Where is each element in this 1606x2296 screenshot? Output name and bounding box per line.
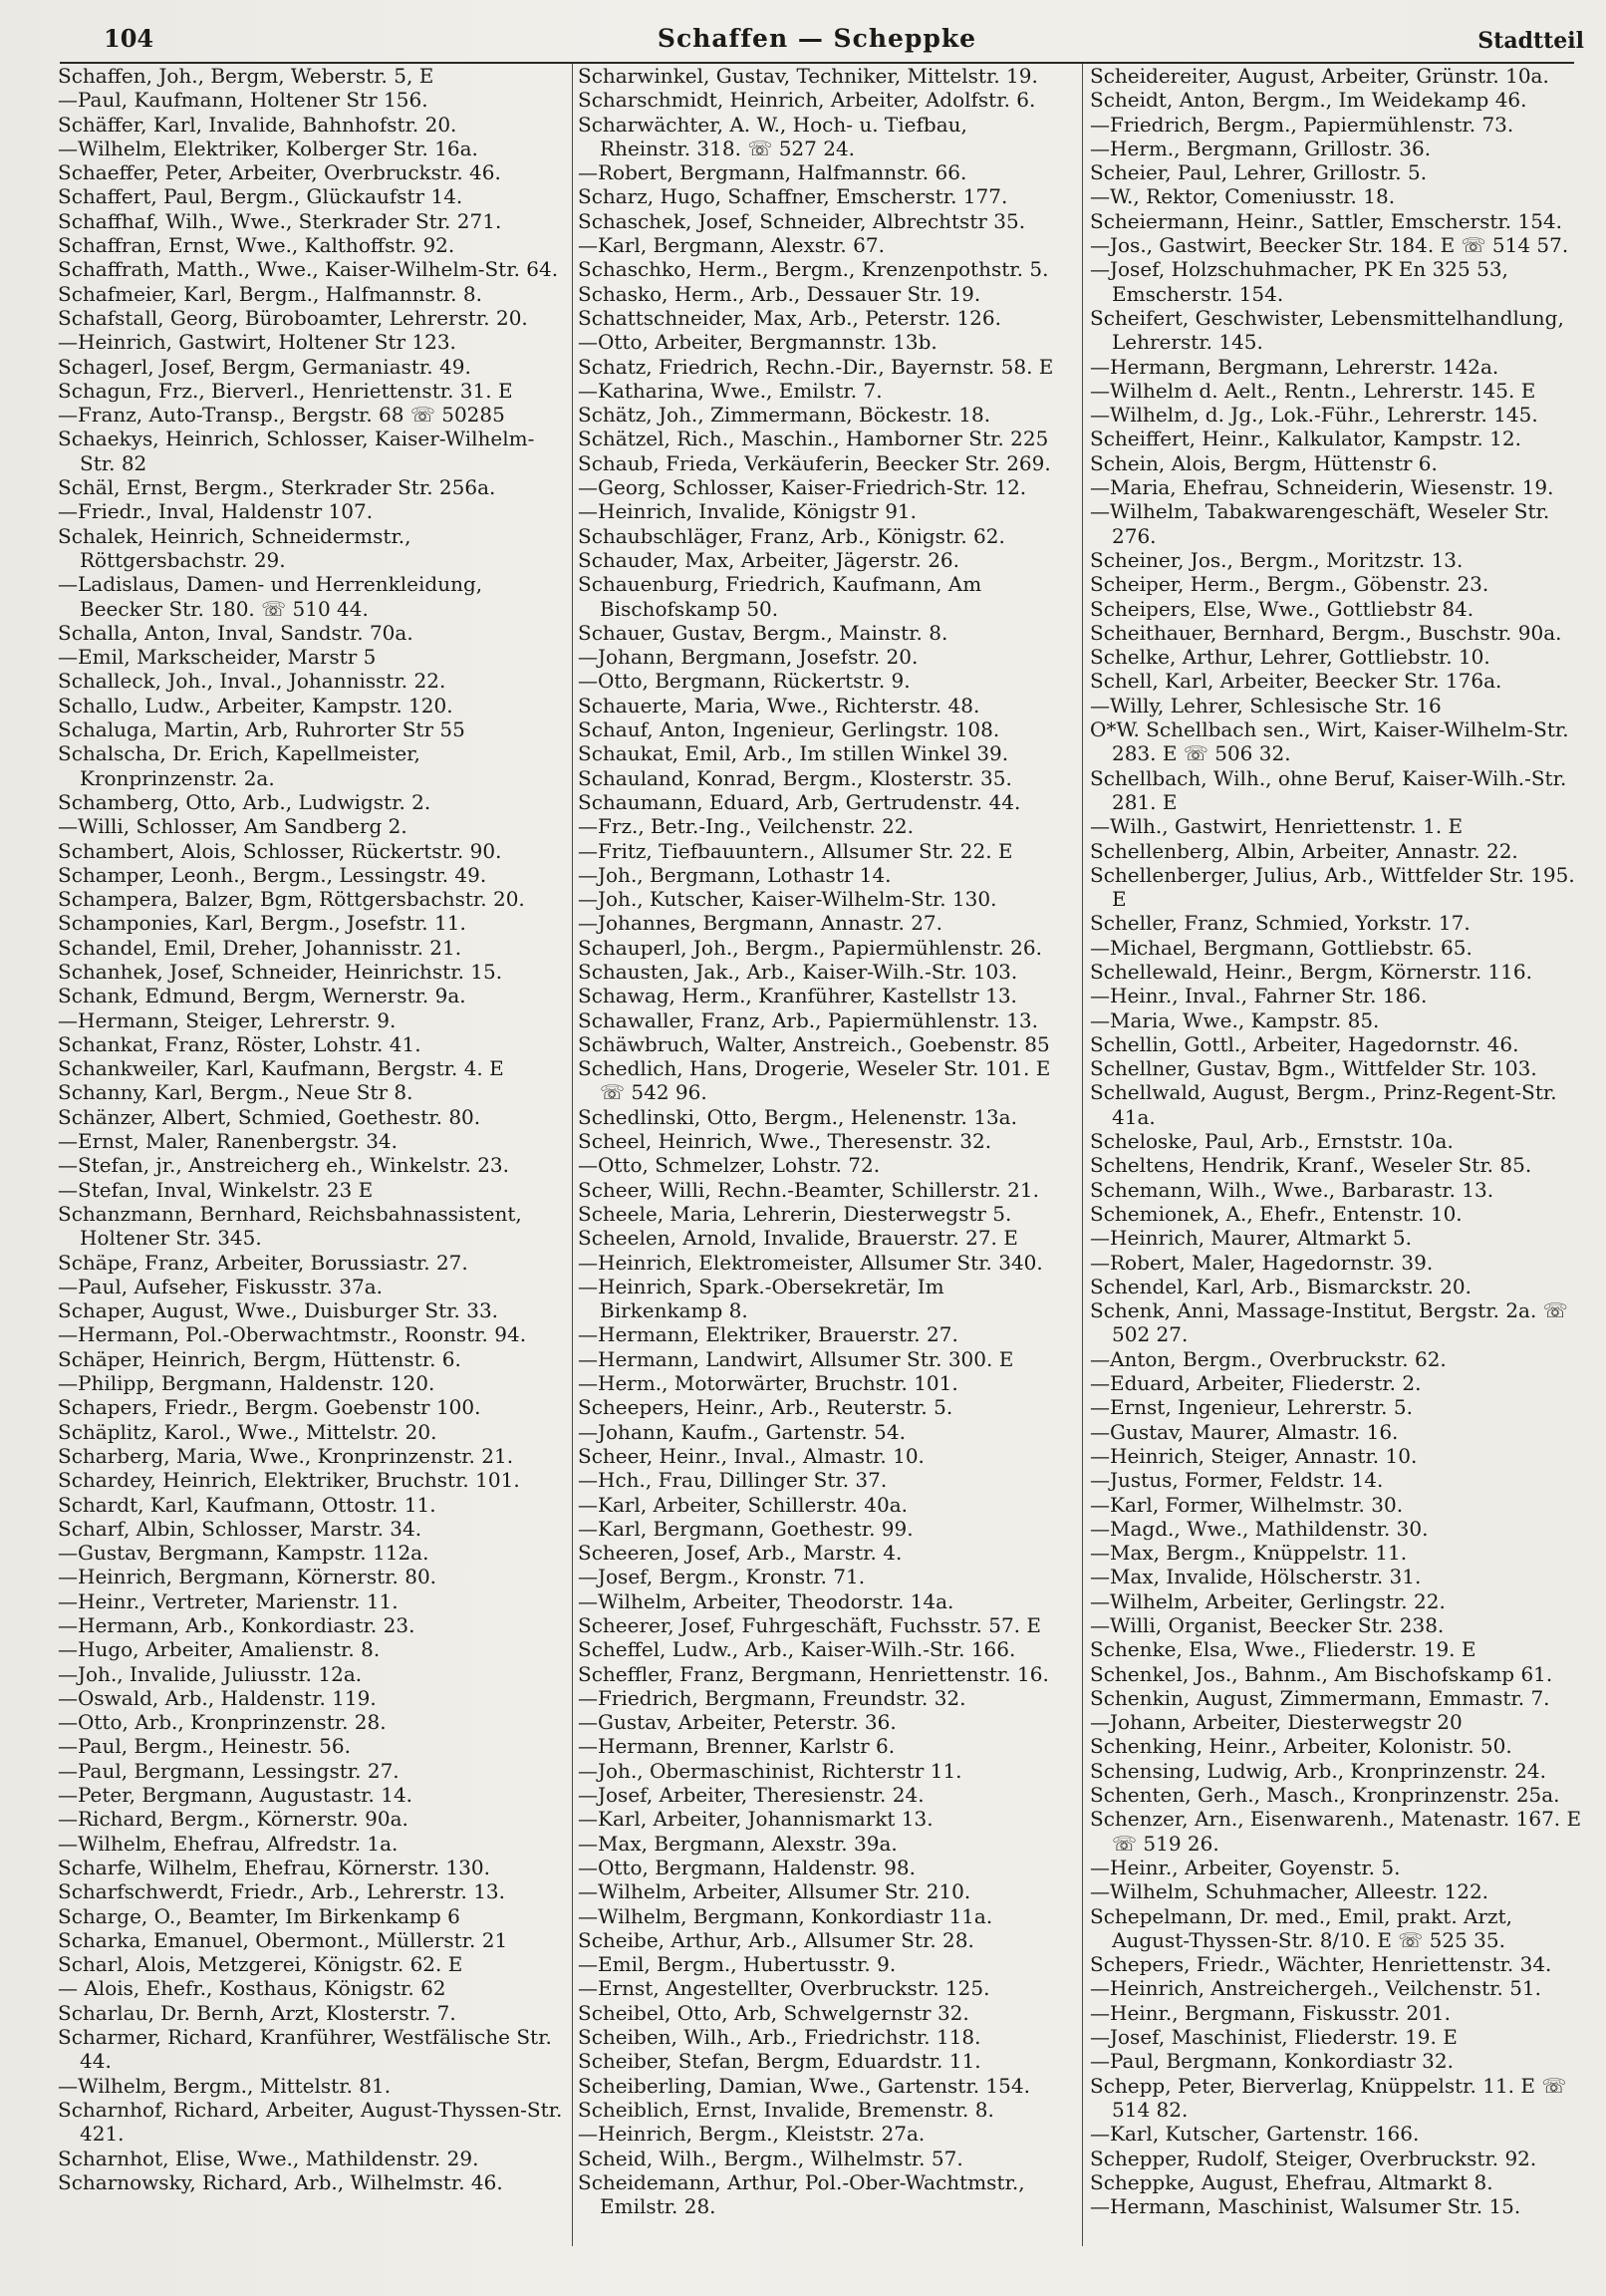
- directory-entry: —Joh., Kutscher, Kaiser-Wilhelm-Str. 130.: [578, 887, 997, 912]
- directory-entry: —Herm., Bergmann, Grillostr. 36.: [1090, 136, 1432, 160]
- directory-entry: Scheffel, Ludw., Arb., Kaiser-Wilh.-Str. 166.: [578, 1637, 1016, 1662]
- column-1: [58, 64, 566, 2276]
- directory-entry: Schäper, Heinrich, Bergm, Hüttenstr. 6.: [58, 1346, 461, 1371]
- directory-entry: —Herm., Motorwärter, Bruchstr. 101.: [578, 1371, 958, 1396]
- directory-entry: Schauenburg, Friedrich, Kaufmann, Am Bischofskamp 50.: [578, 572, 982, 621]
- directory-entry: —Wilhelm, Ehefrau, Alfredstr. 1a.: [58, 1831, 399, 1856]
- column-divider: [572, 64, 573, 2246]
- directory-entry: Schelke, Arthur, Lehrer, Gottliebstr. 10.: [1090, 645, 1490, 670]
- directory-entry: —Hermann, Landwirt, Allsumer Str. 300. E: [578, 1346, 1014, 1371]
- directory-entry: —Peter, Bergmann, Augustastr. 14.: [58, 1783, 413, 1808]
- directory-entry: —Josef, Arbeiter, Theresienstr. 24.: [578, 1783, 925, 1808]
- directory-entry: Schaper, August, Wwe., Duisburger Str. 33.: [58, 1298, 499, 1323]
- directory-entry: —Friedrich, Bergmann, Freundstr. 32.: [578, 1685, 966, 1710]
- directory-entry: Schedlinski, Otto, Bergm., Helenenstr. 13a.: [578, 1104, 1017, 1129]
- directory-entry: Schemann, Wilh., Wwe., Barbarastr. 13.: [1090, 1177, 1494, 1202]
- directory-entry: —Heinr., Vertreter, Marienstr. 11.: [58, 1588, 399, 1613]
- column-2: [578, 64, 1064, 2276]
- directory-entry: Schellewald, Heinr., Bergm, Körnerstr. 116.: [1090, 959, 1532, 984]
- directory-entry: —Oswald, Arb., Haldenstr. 119.: [58, 1685, 377, 1710]
- directory-entry: Schaschko, Herm., Bergm., Krenzenpothstr. 5.: [578, 257, 1049, 282]
- directory-entry: —Fritz, Tiefbauuntern., Allsumer Str. 22. E: [578, 838, 1013, 863]
- directory-entry: —Heinrich, Bergmann, Körnerstr. 80.: [58, 1565, 437, 1589]
- column-divider: [1082, 64, 1083, 2246]
- directory-entry: Scharfe, Wilhelm, Ehefrau, Körnerstr. 130.: [58, 1855, 491, 1879]
- directory-entry: Schäpe, Franz, Arbeiter, Borussiastr. 27.: [58, 1250, 468, 1275]
- directory-entry: Schaeffer, Peter, Arbeiter, Overbruckstr. 46.: [58, 160, 501, 185]
- directory-entry: —Wilhelm, Bergm., Mittelstr. 81.: [58, 2073, 392, 2098]
- directory-entry: —Wilhelm, Arbeiter, Gerlingstr. 22.: [1090, 1588, 1446, 1613]
- directory-entry: Schamberg, Otto, Arb., Ludwigstr. 2.: [58, 789, 431, 814]
- directory-entry: Schankat, Franz, Röster, Lohstr. 41.: [58, 1031, 421, 1056]
- directory-entry: Schaekys, Heinrich, Schlosser, Kaiser-Wilhelm-Str. 82: [58, 427, 535, 475]
- directory-entry: Schätzel, Rich., Maschin., Hamborner Str. 225: [578, 427, 1049, 451]
- directory-entry: Schenzer, Arn., Eisenwarenh., Matenastr. 167. E ☏ 519 26.: [1090, 1807, 1582, 1856]
- directory-entry: Schafmeier, Karl, Bergm., Halfmannstr. 8.: [58, 281, 482, 306]
- directory-entry: Scharge, O., Beamter, Im Birkenkamp 6: [58, 1903, 460, 1928]
- directory-entry: —Paul, Bergmann, Lessingstr. 27.: [58, 1758, 400, 1783]
- directory-entry: Scheer, Willi, Rechn.-Beamter, Schillerstr. 21.: [578, 1177, 1039, 1202]
- directory-entry: Scharmer, Richard, Kranführer, Westfälische Str. 44.: [58, 2025, 552, 2074]
- directory-entry: —Hermann, Bergmann, Lehrerstr. 142a.: [1090, 354, 1499, 379]
- directory-entry: Scheelen, Arnold, Invalide, Brauerstr. 27. E: [578, 1226, 1018, 1251]
- directory-entry: —Maria, Wwe., Kampstr. 85.: [1090, 1007, 1380, 1032]
- directory-entry: Schepelmann, Dr. med., Emil, prakt. Arzt, August-Thyssen-Str. 8/10. E ☏ 525 35.: [1090, 1903, 1512, 1952]
- directory-entry: Scheiberling, Damian, Wwe., Gartenstr. 154.: [578, 2073, 1030, 2098]
- directory-entry: Schendel, Karl, Arb., Bismarckstr. 20.: [1090, 1274, 1472, 1298]
- directory-entry: —Joh., Obermaschinist, Richterstr 11.: [578, 1758, 962, 1783]
- directory-entry: Schellenberger, Julius, Arb., Wittfelder Str. 195. E: [1090, 862, 1575, 912]
- directory-entry: —Karl, Kutscher, Gartenstr. 166.: [1090, 2122, 1420, 2147]
- directory-entry: Scharf, Albin, Schlosser, Marstr. 34.: [58, 1516, 422, 1541]
- directory-entry: Schalleck, Joh., Inval., Johannisstr. 22.: [58, 669, 446, 694]
- directory-entry: Schalla, Anton, Inval, Sandstr. 70a.: [58, 620, 413, 645]
- directory-entry: —Heinrich, Maurer, Altmarkt 5.: [1090, 1226, 1412, 1251]
- directory-entry: Scheid, Wilh., Bergm., Wilhelmstr. 57.: [578, 2146, 963, 2170]
- directory-entry: —Hermann, Brenner, Karlstr 6.: [578, 1734, 896, 1759]
- directory-entry: —Magd., Wwe., Mathildenstr. 30.: [1090, 1516, 1429, 1541]
- directory-entry: —Joh., Invalide, Juliusstr. 12a.: [58, 1661, 363, 1686]
- directory-entry: Schafstall, Georg, Büroboamter, Lehrerstr. 20.: [58, 305, 528, 330]
- directory-entry: Schambert, Alois, Schlosser, Rückertstr. 90.: [58, 838, 502, 863]
- directory-entry: Schenke, Elsa, Wwe., Fliederstr. 19. E: [1090, 1637, 1476, 1662]
- directory-entry: Scheibe, Arthur, Arb., Allsumer Str. 28.: [578, 1927, 974, 1952]
- directory-entry: —Wilhelm, Arbeiter, Allsumer Str. 210.: [578, 1879, 971, 1904]
- directory-entry: —Hermann, Elektriker, Brauerstr. 27.: [578, 1322, 958, 1347]
- directory-entry: Scheppke, August, Ehefrau, Altmarkt 8.: [1090, 2169, 1493, 2194]
- directory-entry: Schawaller, Franz, Arb., Papiermühlenstr. 13.: [578, 1007, 1038, 1032]
- directory-entry: Schein, Alois, Bergm, Hüttenstr 6.: [1090, 450, 1438, 475]
- directory-entry: Schanzmann, Bernhard, Reichsbahnassistent, Holtener Str. 345.: [58, 1201, 522, 1251]
- directory-entry: Schenten, Gerh., Masch., Kronprinzenstr. 25a.: [1090, 1783, 1560, 1808]
- directory-entry: Schauder, Max, Arbeiter, Jägerstr. 26.: [578, 547, 960, 572]
- directory-entry: Schatz, Friedrich, Rechn.-Dir., Bayernstr. 58. E: [578, 354, 1054, 379]
- directory-entry: —Karl, Arbeiter, Schillerstr. 40a.: [578, 1492, 909, 1517]
- directory-entry: —Stefan, jr., Anstreicherg eh., Winkelstr. 23.: [58, 1153, 509, 1178]
- directory-entry: Scheiermann, Heinr., Sattler, Emscherstr. 154.: [1090, 208, 1562, 233]
- directory-entry: —Otto, Schmelzer, Lohstr. 72.: [578, 1153, 881, 1178]
- column-3: [1090, 64, 1588, 2276]
- directory-entry: Schasko, Herm., Arb., Dessauer Str. 19.: [578, 281, 981, 306]
- directory-entry: —Wilhelm, Arbeiter, Theodorstr. 14a.: [578, 1588, 954, 1613]
- directory-entry: Schaffrath, Matth., Wwe., Kaiser-Wilhelm-Str. 64.: [58, 257, 559, 282]
- directory-entry: —Karl, Former, Wilhelmstr. 30.: [1090, 1492, 1404, 1517]
- directory-entry: —Josef, Maschinist, Fliederstr. 19. E: [1090, 2025, 1458, 2050]
- directory-entry: Scheiffert, Heinr., Kalkulator, Kampstr. 12.: [1090, 427, 1521, 451]
- directory-entry: —Karl, Bergmann, Alexstr. 67.: [578, 233, 885, 258]
- directory-entry: O*W. Schellbach sen., Wirt, Kaiser-Wilhelm-Str. 283. E ☏ 506 32.: [1090, 718, 1569, 766]
- directory-entry: Schagun, Frz., Bierverl., Henriettenstr. 31. E: [58, 378, 513, 403]
- directory-entry: Schauland, Konrad, Bergm., Klosterstr. 35.: [578, 765, 1012, 790]
- directory-entry: Schamponies, Karl, Bergm., Josefstr. 11.: [58, 911, 466, 936]
- directory-entry: —Willi, Schlosser, Am Sandberg 2.: [58, 814, 407, 839]
- directory-entry: —Ernst, Ingenieur, Lehrerstr. 5.: [1090, 1395, 1413, 1420]
- directory-entry: —Stefan, Inval, Winkelstr. 23 E: [58, 1177, 374, 1202]
- directory-entry: —Robert, Maler, Hagedornstr. 39.: [1090, 1250, 1434, 1275]
- directory-entry: Schauf, Anton, Ingenieur, Gerlingstr. 108.: [578, 718, 1000, 742]
- directory-entry: Scheepers, Heinr., Arb., Reuterstr. 5.: [578, 1395, 953, 1420]
- directory-entry: —Willi, Organist, Beecker Str. 238.: [1090, 1613, 1445, 1637]
- directory-entry: Scheele, Maria, Lehrerin, Diesterwegstr 5.: [578, 1201, 1012, 1226]
- directory-entry: —Gustav, Maurer, Almastr. 16.: [1090, 1419, 1399, 1444]
- directory-entry: Schaumann, Eduard, Arb, Gertrudenstr. 44.: [578, 789, 1021, 814]
- directory-entry: —Philipp, Bergmann, Haldenstr. 120.: [58, 1371, 435, 1396]
- directory-entry: Scharka, Emanuel, Obermont., Müllerstr. 21: [58, 1927, 508, 1952]
- directory-entry: —Otto, Bergmann, Haldenstr. 98.: [578, 1855, 916, 1879]
- directory-entry: Scharfschwerdt, Friedr., Arb., Lehrerstr. 13.: [58, 1879, 506, 1904]
- section-label: Stadtteil: [1477, 28, 1584, 54]
- directory-entry: —Joh., Bergmann, Lothastr 14.: [578, 862, 892, 887]
- directory-entry: Schamper, Leonh., Bergm., Lessingstr. 49.: [58, 862, 487, 887]
- directory-entry: Scheifert, Geschwister, Lebensmittelhandlung, Lehrerstr. 145.: [1090, 305, 1564, 355]
- directory-entry: —Heinrich, Elektromeister, Allsumer Str. 340.: [578, 1250, 1043, 1275]
- directory-entry: Scheiben, Wilh., Arb., Friedrichstr. 118.: [578, 2025, 981, 2050]
- directory-entry: Schardt, Karl, Kaufmann, Ottostr. 11.: [58, 1492, 436, 1517]
- directory-entry: Schauer, Gustav, Bergm., Mainstr. 8.: [578, 620, 948, 645]
- directory-entry: —Hermann, Maschinist, Walsumer Str. 15.: [1090, 2194, 1521, 2219]
- directory-entry: Schanhek, Josef, Schneider, Heinrichstr. 15.: [58, 959, 503, 984]
- directory-entry: —Heinrich, Invalide, Königstr 91.: [578, 499, 918, 524]
- directory-entry: Schauerte, Maria, Wwe., Richterstr. 48.: [578, 693, 980, 718]
- directory-entry: Scheibel, Otto, Arb, Schwelgernstr 32.: [578, 2000, 969, 2025]
- directory-entry: Schallo, Ludw., Arbeiter, Kampstr. 120.: [58, 693, 453, 718]
- directory-entry: Schenkel, Jos., Bahnm., Am Bischofskamp 61.: [1090, 1661, 1553, 1686]
- page-number: 104: [104, 24, 154, 53]
- directory-entry: Scheller, Franz, Schmied, Yorkstr. 17.: [1090, 911, 1471, 936]
- directory-entry: —Karl, Bergmann, Goethestr. 99.: [578, 1516, 914, 1541]
- directory-entry: —Richard, Bergm., Körnerstr. 90a.: [58, 1807, 408, 1832]
- directory-entry: —Max, Bergmann, Alexstr. 39a.: [578, 1831, 898, 1856]
- directory-entry: —Maria, Ehefrau, Schneiderin, Wiesenstr. 19.: [1090, 475, 1554, 500]
- directory-entry: Scheiper, Herm., Bergm., Göbenstr. 23.: [1090, 572, 1489, 597]
- directory-entry: —Hch., Frau, Dillinger Str. 37.: [578, 1468, 888, 1493]
- page-title: Schaffen — Scheppke: [657, 24, 977, 53]
- directory-entry: Scharz, Hugo, Schaffner, Emscherstr. 177.: [578, 184, 1008, 209]
- directory-entry: Schaubschläger, Franz, Arb., Königstr. 62.: [578, 523, 1005, 548]
- directory-entry: —Michael, Bergmann, Gottliebstr. 65.: [1090, 935, 1472, 960]
- directory-entry: Schepp, Peter, Bierverlag, Knüppelstr. 11. E ☏ 514 82.: [1090, 2073, 1567, 2122]
- directory-entry: —Wilhelm, Schuhmacher, Alleestr. 122.: [1090, 1879, 1489, 1904]
- page-header: [60, 22, 1584, 64]
- directory-entry: Schäwbruch, Walter, Anstreich., Goebenstr. 85: [578, 1031, 1050, 1056]
- directory-entry: —Heinrich, Anstreichergeh., Veilchenstr. 51.: [1090, 1976, 1542, 2001]
- directory-entry: Schaffert, Paul, Bergm., Glückaufstr 14.: [58, 184, 463, 209]
- directory-entry: —Friedr., Inval, Haldenstr 107.: [58, 499, 374, 524]
- directory-entry: Scheidereiter, August, Arbeiter, Grünstr. 10a.: [1090, 64, 1549, 88]
- directory-entry: Scheel, Heinrich, Wwe., Theresenstr. 32.: [578, 1129, 992, 1154]
- directory-entry: Schenkin, August, Zimmermann, Emmastr. 7.: [1090, 1685, 1550, 1710]
- directory-entry: Schellwald, August, Bergm., Prinz-Regent-Str. 41a.: [1090, 1080, 1557, 1129]
- directory-entry: Scharberg, Maria, Wwe., Kronprinzenstr. 21.: [58, 1443, 514, 1468]
- directory-entry: —Heinr., Bergmann, Fiskusstr. 201.: [1090, 2000, 1451, 2025]
- directory-entry: —Heinrich, Spark.-Obersekretär, Im Birkenkamp 8.: [578, 1274, 944, 1323]
- directory-entry: Scharl, Alois, Metzgerei, Königstr. 62. E: [58, 1952, 463, 1977]
- directory-entry: —Heinrich, Bergm., Kleiststr. 27a.: [578, 2122, 926, 2147]
- directory-entry: Scheidemann, Arthur, Pol.-Ober-Wachtmstr., Emilstr. 28.: [578, 2169, 1025, 2219]
- directory-entry: Schausten, Jak., Arb., Kaiser-Wilh.-Str. 103.: [578, 959, 1018, 984]
- directory-entry: —Ernst, Maler, Ranenbergstr. 34.: [58, 1129, 398, 1154]
- directory-entry: Schagerl, Josef, Bergm, Germaniastr. 49.: [58, 354, 471, 379]
- directory-entry: Schardey, Heinrich, Elektriker, Bruchstr. 101.: [58, 1468, 520, 1493]
- directory-entry: —Gustav, Bergmann, Kampstr. 112a.: [58, 1541, 429, 1566]
- directory-entry: Scharnhof, Richard, Arbeiter, August-Thyssen-Str. 421.: [58, 2097, 563, 2147]
- directory-entry: —Heinrich, Gastwirt, Holtener Str 123.: [58, 330, 456, 355]
- directory-entry: Schapers, Friedr., Bergm. Goebenstr 100.: [58, 1395, 481, 1420]
- directory-entry: —Paul, Kaufmann, Holtener Str 156.: [58, 88, 428, 113]
- directory-entry: —Max, Invalide, Hölscherstr. 31.: [1090, 1565, 1422, 1589]
- directory-entry: Schaluga, Martin, Arb, Ruhrorter Str 55: [58, 718, 465, 742]
- directory-entry: Schaub, Frieda, Verkäuferin, Beecker Str. 269.: [578, 450, 1051, 475]
- directory-entry: Schalek, Heinrich, Schneidermstr., Röttgersbachstr. 29.: [58, 523, 411, 572]
- directory-entry: —Wilhelm, d. Jg., Lok.-Führ., Lehrerstr. 145.: [1090, 403, 1538, 428]
- directory-entry: —Wilh., Gastwirt, Henriettenstr. 1. E: [1090, 814, 1464, 839]
- directory-entry: —Johann, Arbeiter, Diesterwegstr 20: [1090, 1710, 1463, 1735]
- directory-entry: Schaffen, Joh., Bergm, Weberstr. 5, E: [58, 64, 434, 88]
- directory-entry: Scheithauer, Bernhard, Bergm., Buschstr. 90a.: [1090, 620, 1562, 645]
- directory-entry: Scheiblich, Ernst, Invalide, Bremenstr. 8.: [578, 2097, 994, 2122]
- directory-entry: Schauperl, Joh., Bergm., Papiermühlenstr. 26.: [578, 935, 1042, 960]
- directory-entry: —Hermann, Arb., Konkordiastr. 23.: [58, 1613, 415, 1637]
- directory-entry: Scharwinkel, Gustav, Techniker, Mittelstr. 19.: [578, 64, 1038, 88]
- directory-entry: —Ernst, Angestellter, Overbruckstr. 125.: [578, 1976, 990, 2001]
- directory-entry: Scharschmidt, Heinrich, Arbeiter, Adolfstr. 6.: [578, 88, 1036, 113]
- directory-entry: Schandel, Emil, Dreher, Johannisstr. 21.: [58, 935, 462, 960]
- directory-entry: Scheerer, Josef, Fuhrgeschäft, Fuchsstr. 57. E: [578, 1613, 1041, 1637]
- directory-entry: Scheltens, Hendrik, Kranf., Weseler Str. 85.: [1090, 1153, 1532, 1178]
- directory-entry: Schedlich, Hans, Drogerie, Weseler Str. 101. E ☏ 542 96.: [578, 1056, 1051, 1105]
- directory-entry: —Paul, Bergmann, Konkordiastr 32.: [1090, 2049, 1454, 2074]
- directory-entry: Scharnhot, Elise, Wwe., Mathildenstr. 29.: [58, 2146, 479, 2170]
- directory-entry: —Otto, Arb., Kronprinzenstr. 28.: [58, 1710, 387, 1735]
- directory-entry: Schäffer, Karl, Invalide, Bahnhofstr. 20.: [58, 112, 457, 137]
- directory-entry: Schenking, Heinr., Arbeiter, Kolonistr. 50.: [1090, 1734, 1512, 1759]
- directory-entry: —Wilhelm, Tabakwarengeschäft, Weseler Str. 276.: [1090, 499, 1550, 548]
- directory-entry: —Otto, Arbeiter, Bergmannstr. 13b.: [578, 330, 937, 355]
- directory-entry: Scheer, Heinr., Inval., Almastr. 10.: [578, 1443, 925, 1468]
- directory-entry: Scheiner, Jos., Bergm., Moritzstr. 13.: [1090, 547, 1464, 572]
- directory-entry: Schattschneider, Max, Arb., Peterstr. 126.: [578, 305, 1001, 330]
- directory-entry: Schank, Edmund, Bergm, Wernerstr. 9a.: [58, 984, 466, 1008]
- directory-entry: —Friedrich, Bergm., Papiermühlenstr. 73.: [1090, 112, 1514, 137]
- directory-entry: —Eduard, Arbeiter, Fliederstr. 2.: [1090, 1371, 1422, 1396]
- directory-entry: —Heinrich, Steiger, Annastr. 10.: [1090, 1443, 1418, 1468]
- directory-entry: —W., Rektor, Comeniusstr. 18.: [1090, 184, 1396, 209]
- directory-entry: —Heinr., Inval., Fahrner Str. 186.: [1090, 984, 1428, 1008]
- directory-entry: —Hermann, Pol.-Oberwachtmstr., Roonstr. 94.: [58, 1322, 527, 1347]
- directory-entry: Schellin, Gottl., Arbeiter, Hagedornstr. 46.: [1090, 1031, 1519, 1056]
- directory-entry: Schawag, Herm., Kranführer, Kastellstr 13.: [578, 984, 1017, 1008]
- directory-entry: Schanny, Karl, Bergm., Neue Str 8.: [58, 1080, 413, 1105]
- directory-entry: Schemionek, A., Ehefr., Entenstr. 10.: [1090, 1201, 1463, 1226]
- directory-entry: Schellenberg, Albin, Arbeiter, Annastr. 22.: [1090, 838, 1518, 863]
- directory-entry: —Ladislaus, Damen- und Herrenkleidung, Beecker Str. 180. ☏ 510 44.: [58, 572, 483, 621]
- directory-entry: —Karl, Arbeiter, Johannismarkt 13.: [578, 1807, 934, 1832]
- directory-entry: Schepers, Friedr., Wächter, Henriettenstr. 34.: [1090, 1952, 1552, 1977]
- directory-entry: Scheier, Paul, Lehrer, Grillostr. 5.: [1090, 160, 1428, 185]
- directory-entry: Scharlau, Dr. Bernh, Arzt, Klosterstr. 7.: [58, 2000, 456, 2025]
- directory-entry: —Heinr., Arbeiter, Goyenstr. 5.: [1090, 1855, 1401, 1879]
- directory-entry: Scharnowsky, Richard, Arb., Wilhelmstr. 46.: [58, 2169, 503, 2194]
- directory-entry: Schensing, Ludwig, Arb., Kronprinzenstr. 24.: [1090, 1758, 1546, 1783]
- directory-entry: Schäl, Ernst, Bergm., Sterkrader Str. 256a.: [58, 475, 496, 500]
- directory-entry: —Josef, Bergm., Kronstr. 71.: [578, 1565, 866, 1589]
- directory-entry: Scheipers, Else, Wwe., Gottliebstr 84.: [1090, 596, 1474, 621]
- directory-entry: —Hermann, Steiger, Lehrerstr. 9.: [58, 1007, 397, 1032]
- directory-entry: — Alois, Ehefr., Kosthaus, Königstr. 62: [58, 1976, 446, 2001]
- directory-entry: —Johannes, Bergmann, Annastr. 27.: [578, 911, 943, 936]
- directory-entry: —Hugo, Arbeiter, Amalienstr. 8.: [58, 1637, 381, 1662]
- directory-entry: Schaukat, Emil, Arb., Im stillen Winkel 39.: [578, 741, 1009, 766]
- directory-entry: —Josef, Holzschuhmacher, PK En 325 53, Emscherstr. 154.: [1090, 257, 1508, 306]
- directory-entry: —Franz, Auto-Transp., Bergstr. 68 ☏ 50285: [58, 403, 505, 428]
- directory-entry: Schellbach, Wilh., ohne Beruf, Kaiser-Wilh.-Str. 281. E: [1090, 765, 1567, 814]
- directory-entry: —Gustav, Arbeiter, Peterstr. 36.: [578, 1710, 897, 1735]
- directory-entry: Schell, Karl, Arbeiter, Beecker Str. 176a.: [1090, 669, 1502, 694]
- directory-entry: —Otto, Bergmann, Rückertstr. 9.: [578, 669, 911, 694]
- directory-entry: Scheffler, Franz, Bergmann, Henriettenstr. 16.: [578, 1661, 1049, 1686]
- directory-entry: Schaffhaf, Wilh., Wwe., Sterkrader Str. 271.: [58, 208, 502, 233]
- directory-entry: —Frz., Betr.-Ing., Veilchenstr. 22.: [578, 814, 914, 839]
- directory-entry: —Justus, Former, Feldstr. 14.: [1090, 1468, 1384, 1493]
- directory-entry: —Wilhelm, Elektriker, Kolberger Str. 16a.: [58, 136, 478, 160]
- directory-entry: —Robert, Bergmann, Halfmannstr. 66.: [578, 160, 967, 185]
- directory-entry: Schalscha, Dr. Erich, Kapellmeister, Kronprinzenstr. 2a.: [58, 741, 420, 790]
- directory-entry: Scheiber, Stefan, Bergm, Eduardstr. 11.: [578, 2049, 981, 2074]
- directory-entry: —Paul, Bergm., Heinestr. 56.: [58, 1734, 351, 1759]
- directory-entry: —Johann, Kaufm., Gartenstr. 54.: [578, 1419, 906, 1444]
- directory-entry: Scheloske, Paul, Arb., Ernststr. 10a.: [1090, 1129, 1454, 1154]
- directory-entry: Schaschek, Josef, Schneider, Albrechtstr 35.: [578, 208, 1026, 233]
- directory-entry: Schenk, Anni, Massage-Institut, Bergstr. 2a. ☏ 502 27.: [1090, 1298, 1568, 1347]
- directory-entry: —Katharina, Wwe., Emilstr. 7.: [578, 378, 883, 403]
- directory-entry: —Anton, Bergm., Overbruckstr. 62.: [1090, 1346, 1447, 1371]
- directory-entry: —Emil, Bergm., Hubertusstr. 9.: [578, 1952, 897, 1977]
- directory-entry: Schaffran, Ernst, Wwe., Kalthoffstr. 92.: [58, 233, 455, 258]
- directory-entry: Schampera, Balzer, Bgm, Röttgersbachstr. 20.: [58, 887, 525, 912]
- directory-entry: Schäplitz, Karol., Wwe., Mittelstr. 20.: [58, 1419, 437, 1444]
- directory-entry: Schänzer, Albert, Schmied, Goethestr. 80.: [58, 1104, 481, 1129]
- directory-entry: Schankweiler, Karl, Kaufmann, Bergstr. 4. E: [58, 1056, 504, 1081]
- directory-entry: —Wilhelm d. Aelt., Rentn., Lehrerstr. 145. E: [1090, 378, 1536, 403]
- directory-entry: —Max, Bergm., Knüppelstr. 11.: [1090, 1541, 1408, 1566]
- directory-entry: Scheeren, Josef, Arb., Marstr. 4.: [578, 1541, 903, 1566]
- directory-entry: —Emil, Markscheider, Marstr 5: [58, 645, 377, 670]
- directory-entry: Scheidt, Anton, Bergm., Im Weidekamp 46.: [1090, 88, 1527, 113]
- directory-entry: —Wilhelm, Bergmann, Konkordiastr 11a.: [578, 1903, 993, 1928]
- directory-entry: —Jos., Gastwirt, Beecker Str. 184. E ☏ 514 57.: [1090, 233, 1569, 258]
- directory-entry: —Georg, Schlosser, Kaiser-Friedrich-Str. 12.: [578, 475, 1027, 500]
- directory-entry: —Willy, Lehrer, Schlesische Str. 16: [1090, 693, 1442, 718]
- directory-entry: Schepper, Rudolf, Steiger, Overbruckstr. 92.: [1090, 2146, 1537, 2170]
- directory-entry: Schätz, Joh., Zimmermann, Böckestr. 18.: [578, 403, 991, 428]
- directory-entry: Schellner, Gustav, Bgm., Wittfelder Str. 103.: [1090, 1056, 1537, 1081]
- directory-entry: Scharwächter, A. W., Hoch- u. Tiefbau, Rheinstr. 318. ☏ 527 24.: [578, 112, 967, 160]
- directory-entry: —Paul, Aufseher, Fiskusstr. 37a.: [58, 1274, 384, 1298]
- directory-entry: —Johann, Bergmann, Josefstr. 20.: [578, 645, 919, 670]
